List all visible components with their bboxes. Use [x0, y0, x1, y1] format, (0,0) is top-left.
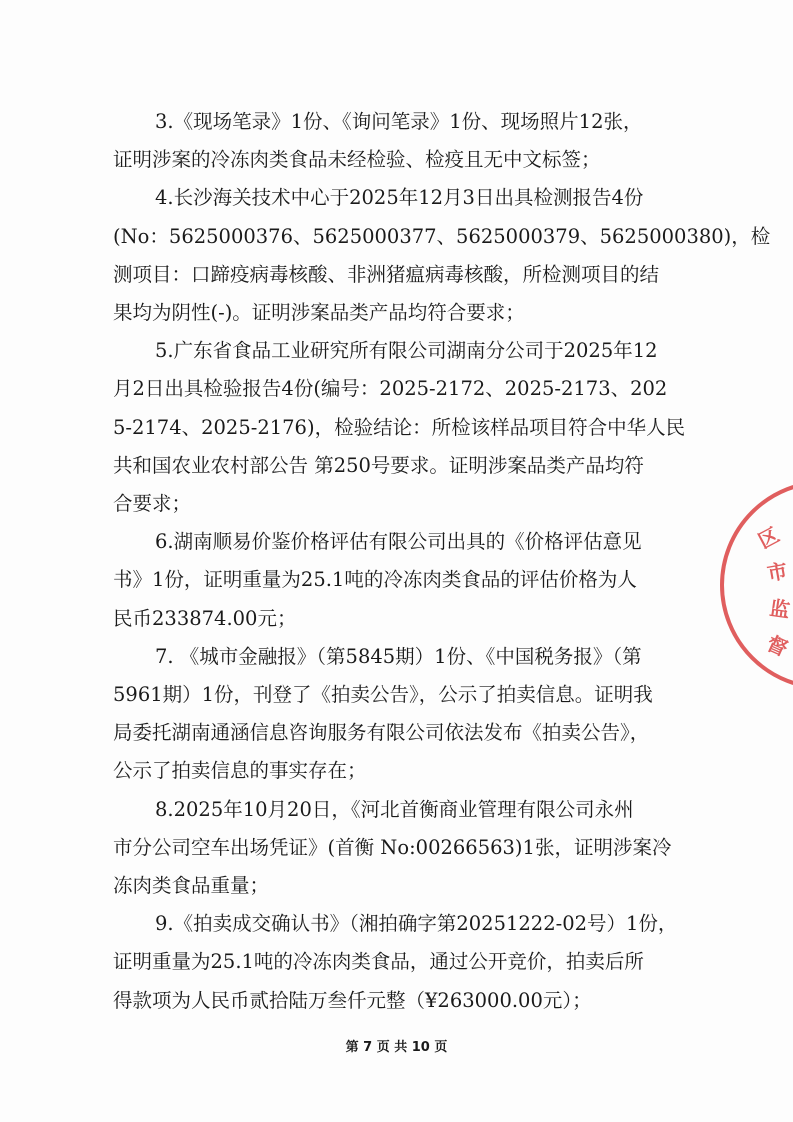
text-line: 4.长沙海关技术中心于2025年12月3日出具检测报告4份 — [155, 186, 644, 210]
text-line: 共和国农业农村部公告 第250号要求。证明涉案品类产品均符 — [113, 453, 644, 477]
text-line: 冻肉类食品重量； — [113, 874, 270, 898]
text-line: 合要求； — [113, 492, 192, 516]
text-line: (No：5625000376、5625000377、5625000379、5625000380)，检 — [113, 224, 771, 248]
evidence-item-9 — [113, 905, 695, 1020]
text-line: 3.《现场笔录》1份、《询问笔录》1份、现场照片12张， — [155, 110, 643, 133]
text-line: 5-2174、2025-2176)，检验结论：所检该样品项目符合中华人民 — [113, 415, 686, 439]
text-line: 6.湖南顺易价鉴价格评估有限公司出具的《价格评估意见 — [155, 530, 642, 554]
evidence-item-4 — [113, 179, 771, 332]
evidence-item-7 — [113, 638, 695, 791]
text-line: 公示了拍卖信息的事实存在； — [113, 759, 367, 783]
text-line: 局委托湖南通涵信息咨询服务有限公司依法发布《拍卖公告》， — [113, 721, 650, 745]
page-number: 第 7 页 共 10 页 — [345, 1040, 448, 1055]
official-seal — [720, 480, 793, 690]
seal-char: 市 — [765, 558, 790, 586]
text-line: 书》1份，证明重量为25.1吨的冷冻肉类食品的评估价格为人 — [113, 568, 637, 592]
text-line: 7. 《城市金融报》（第5845期）1份、《中国税务报》（第 — [155, 644, 642, 668]
document-body — [113, 103, 771, 1020]
text-line: 民币233874.00元； — [113, 606, 297, 630]
evidence-item-5 — [113, 332, 695, 523]
evidence-item-6 — [113, 523, 695, 638]
page-footer — [0, 1036, 793, 1055]
text-line: 证明涉案的冷冻肉类食品未经检验、检疫且无中文标签； — [113, 148, 601, 172]
text-line: 月2日出具检验报告4份(编号：2025-2172、2025-2173、202 — [113, 377, 668, 401]
seal-char: 督 — [763, 630, 792, 661]
text-line: 市分公司空车出场凭证》(首衡 No:00266563)1张，证明涉案冷 — [113, 835, 672, 859]
text-line: 得款项为人民币贰拾陆万叁仟元整（¥263000.00元）； — [113, 988, 592, 1012]
text-line: 5961期）1份，刊登了《拍卖公告》，公示了拍卖信息。证明我 — [113, 683, 653, 707]
text-line: 果均为阴性(-)。证明涉案品类产品均符合要求； — [113, 301, 525, 325]
text-line: 证明重量为25.1吨的冷冻肉类食品，通过公开竞价，拍卖后所 — [113, 950, 644, 974]
evidence-item-3 — [113, 103, 695, 179]
text-line: 测项目：口蹄疫病毒核酸、非洲猪瘟病毒核酸，所检测项目的结 — [113, 262, 660, 286]
text-line: 8.2025年10月20日，《河北首衡商业管理有限公司永州 — [155, 797, 634, 821]
seal-char: 监 — [768, 595, 792, 623]
text-line: 9.《拍卖成交确认书》（湘拍确字第20251222-02号）1份， — [155, 912, 678, 936]
seal-char: 区 — [754, 522, 784, 554]
evidence-item-8 — [113, 791, 695, 906]
text-line: 5.广东省食品工业研究所有限公司湖南分公司于2025年12 — [155, 339, 658, 363]
